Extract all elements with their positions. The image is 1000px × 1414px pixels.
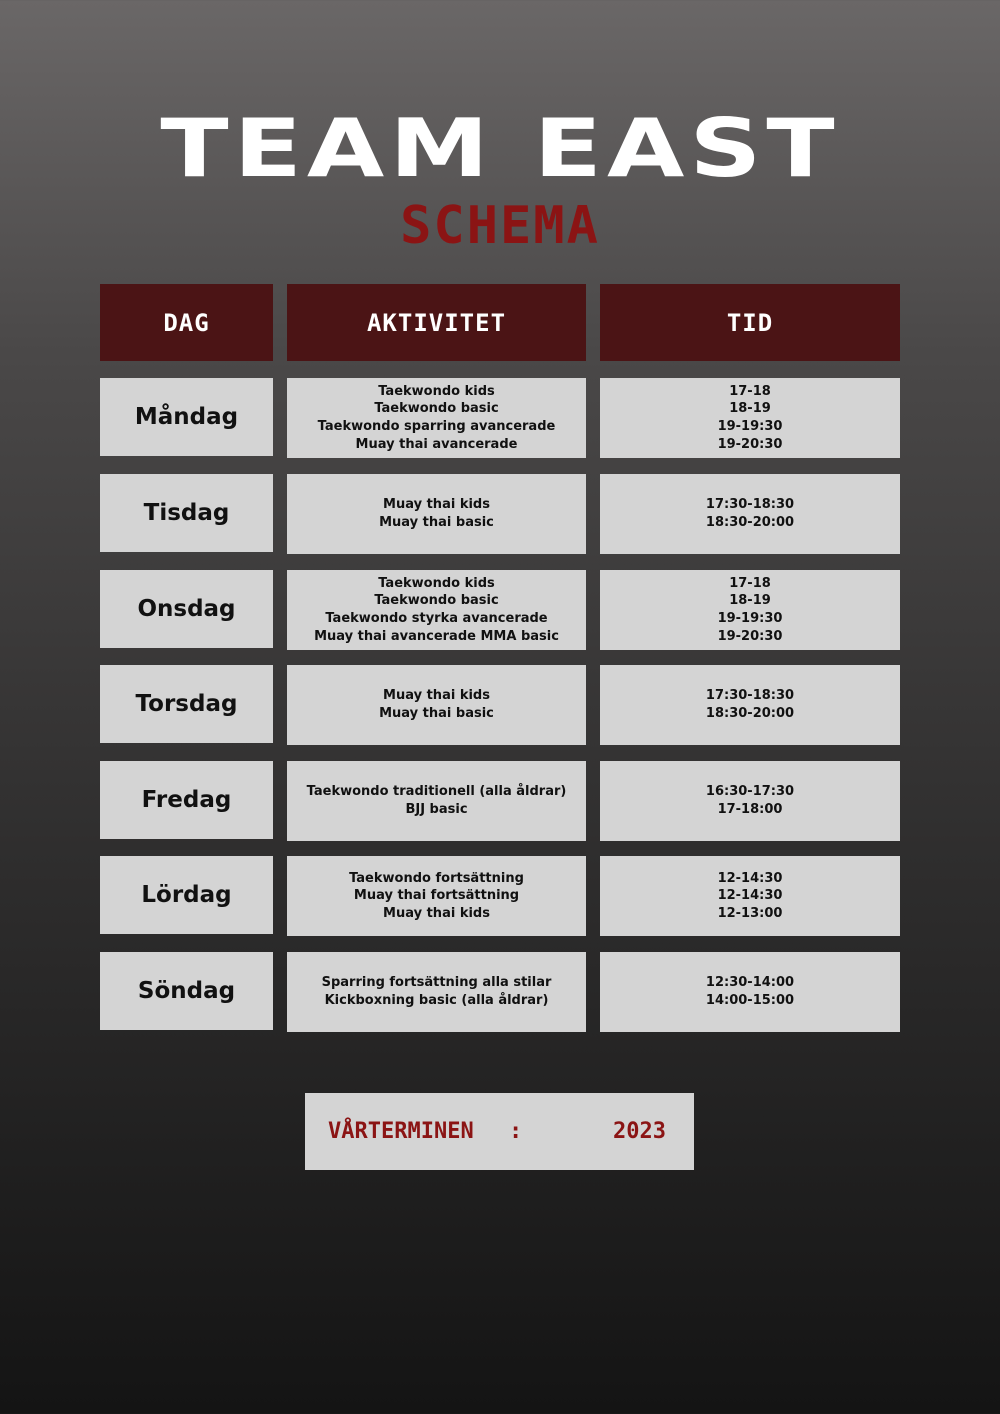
time-line: 19-20:30 [717, 628, 783, 644]
time-line: 14:00-15:00 [705, 993, 795, 1008]
time-line: 12-14:30 [717, 870, 783, 886]
time-line: 19-20:30 [717, 436, 783, 452]
activity-line: Kickboxning basic (alla åldrar) [324, 993, 549, 1008]
page-title: TEAM EAST [160, 102, 840, 195]
column-header-time: TID [600, 284, 900, 361]
term-year: 2023 [613, 1119, 666, 1144]
time-line: 16:30-17:30 [705, 784, 795, 800]
activity-line: Taekwondo kids [378, 575, 495, 591]
activity-cell [287, 665, 586, 745]
time-line: 17-18:00 [717, 802, 783, 817]
term-box [305, 1093, 694, 1170]
day-cell: Tisdag [100, 474, 273, 552]
time-cell [600, 378, 900, 458]
time-line: 18-19 [729, 401, 771, 417]
day-cell: Fredag [100, 761, 273, 839]
activity-line: Taekwondo basic [374, 593, 499, 609]
table-row [0, 474, 1000, 554]
time-line: 17:30-18:30 [705, 497, 795, 513]
day-cell: Onsdag [100, 570, 273, 648]
table-row [0, 570, 1000, 650]
term-label: VÅRTERMINEN [328, 1119, 474, 1144]
table-row [0, 952, 1000, 1032]
page-subtitle: SCHEMA [400, 196, 600, 256]
day-cell: Söndag [100, 952, 273, 1030]
time-line: 12-13:00 [717, 905, 783, 921]
time-cell [600, 856, 900, 936]
activity-line: Muay thai kids [383, 688, 490, 704]
time-cell [600, 761, 900, 841]
time-cell [600, 665, 900, 745]
time-line: 18:30-20:00 [705, 515, 795, 530]
activity-line: Muay thai avancerade MMA basic [314, 628, 559, 644]
activity-cell [287, 761, 586, 841]
column-header-activity: AKTIVITET [287, 284, 586, 361]
activity-cell [287, 570, 586, 650]
activity-line: Muay thai kids [383, 497, 490, 513]
activity-line: Sparring fortsättning alla stilar [321, 975, 552, 991]
activity-line: Taekwondo sparring avancerade [317, 419, 556, 434]
activity-cell [287, 474, 586, 554]
activity-line: Taekwondo kids [378, 383, 495, 399]
time-line: 18-19 [729, 593, 771, 609]
activity-line: Muay thai basic [379, 515, 494, 530]
time-line: 12:30-14:00 [705, 975, 795, 991]
time-line: 12-14:30 [717, 888, 783, 904]
time-line: 19-19:30 [717, 611, 783, 626]
time-line: 17:30-18:30 [705, 688, 795, 704]
term-separator: : [509, 1119, 523, 1144]
table-row [0, 378, 1000, 458]
day-cell: Måndag [100, 378, 273, 456]
time-cell [600, 570, 900, 650]
time-cell [600, 474, 900, 554]
activity-line: Muay thai fortsättning [353, 888, 520, 904]
activity-line: Taekwondo styrka avancerade [325, 611, 548, 626]
activity-cell [287, 856, 586, 936]
time-line: 18:30-20:00 [705, 706, 795, 721]
activity-line: Taekwondo fortsättning [349, 870, 524, 886]
activity-line: BJJ basic [405, 802, 468, 817]
time-line: 19-19:30 [717, 419, 783, 434]
activity-cell [287, 378, 586, 458]
day-cell: Lördag [100, 856, 273, 934]
table-row [0, 665, 1000, 745]
table-row [0, 856, 1000, 936]
day-cell: Torsdag [100, 665, 273, 743]
activity-cell [287, 952, 586, 1032]
time-line: 17-18 [729, 575, 771, 591]
activity-line: Taekwondo basic [374, 401, 499, 417]
activity-line: Muay thai basic [379, 706, 494, 721]
column-header-day: DAG [100, 284, 273, 361]
activity-line: Muay thai avancerade [355, 436, 518, 452]
time-line: 17-18 [729, 383, 771, 399]
table-row [0, 761, 1000, 841]
time-cell [600, 952, 900, 1032]
activity-line: Muay thai kids [383, 905, 490, 921]
activity-line: Taekwondo traditionell (alla åldrar) [306, 784, 567, 800]
